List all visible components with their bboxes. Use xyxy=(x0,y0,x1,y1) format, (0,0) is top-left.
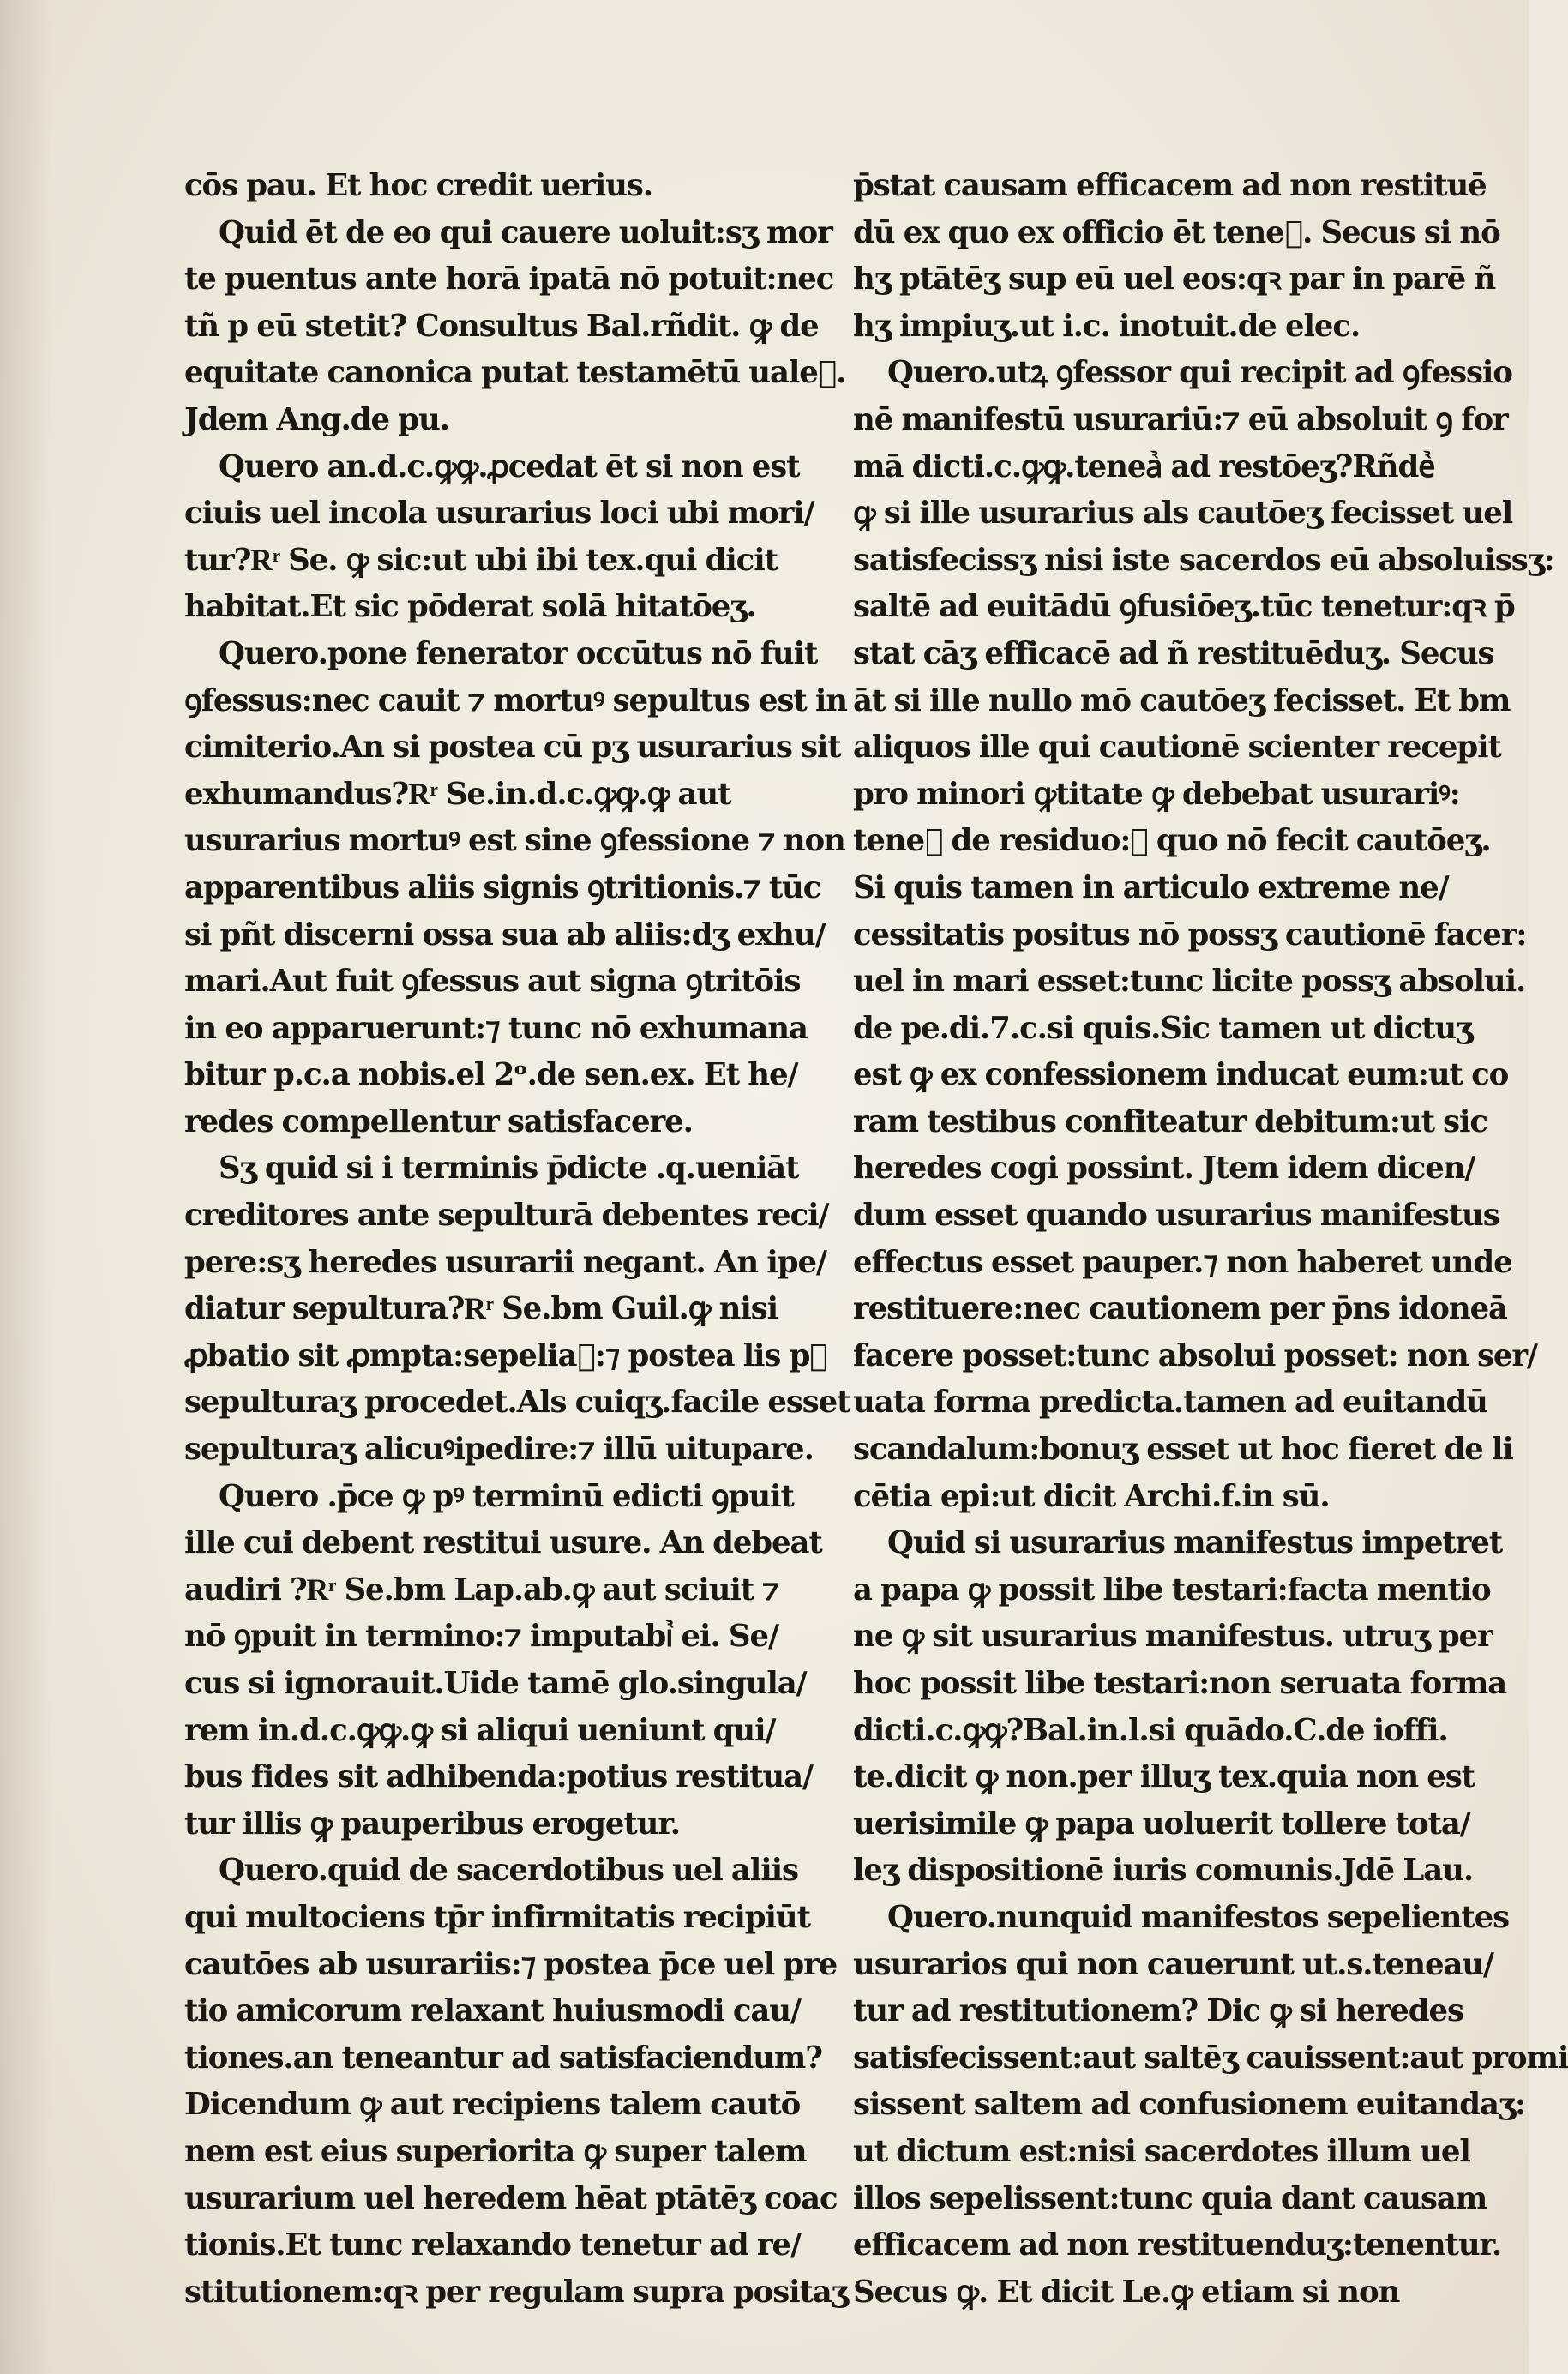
text-line: effectus esset pauper.⁊ non haberet unde xyxy=(853,1244,1512,1280)
text-line: Si quis tamen in articulo extreme ne/ xyxy=(853,869,1449,905)
text-line: usurarius mortuꝰ est sine ꝯfessione ⁊ non xyxy=(184,823,845,859)
text-line: de pe.di.7.c.si quis.Sic tamen ut dictuʒ xyxy=(853,1010,1473,1046)
text-line: cautōes ab usurariis:⁊ postea p̄ce uel pre xyxy=(184,1946,838,1982)
text-line: āt si ille nullo mō cautōeʒ fecisset. Et bm xyxy=(853,682,1511,718)
text-line: facere posset:tunc absolui posset: non ser/ xyxy=(853,1337,1537,1373)
text-line: tionis.Et tunc relaxando tenetur ad re/ xyxy=(184,2227,801,2263)
text-line: tur?Rͬ Se. ꝙ sic:ut ubi ibi tex.qui dicit xyxy=(184,542,778,578)
text-line: Quero.utꝝ ꝯfessor qui recipit ad ꝯfessio xyxy=(887,355,1512,391)
text-line: nē manifestū usurariū:⁊ eū absoluit ꝯ for xyxy=(853,401,1508,437)
text-line: Quero .p̄ce ꝙ pꝰ terminū edicti ꝯpuit xyxy=(219,1478,794,1514)
text-line: saltē ad euitādū ꝯfusiōeʒ.tūc tenetur:qꝛ p̄ xyxy=(853,589,1515,625)
text-line: cessitatis positus nō possʒ cautionē facer: xyxy=(853,917,1527,953)
text-line: ciuis uel incola usurarius loci ubi mori/ xyxy=(184,496,814,532)
text-line: Dicendum ꝙ aut recipiens talem cautō xyxy=(184,2087,801,2123)
text-line: tiones.an teneantur ad satisfaciendum? xyxy=(184,2040,822,2076)
text-line: usurarium uel heredem hēat ptātēʒ coac xyxy=(184,2180,838,2216)
text-line: ille cui debent restitui usure. An debeat xyxy=(184,1525,822,1561)
text-line: sepulturaʒ alicuꝰipedire:⁊ illū uitupare. xyxy=(184,1432,814,1468)
text-line: stitutionem:qꝛ per regulam supra positaʒ xyxy=(184,2274,848,2310)
text-line: aliquos ille qui cautionē scienter recepit xyxy=(853,730,1501,766)
text-line: habitat.Et sic pōderat solā hitatōeʒ. xyxy=(184,589,756,625)
text-line: illos sepelissent:tunc quia dant causam xyxy=(853,2180,1487,2216)
text-line: usurarios qui non cauerunt ut.s.teneau/ xyxy=(853,1946,1493,1982)
text-line: diatur sepultura?Rͬ Se.bm Guil.ꝙ nisi xyxy=(184,1291,778,1327)
text-line: rem in.d.c.ꝙꝙ.ꝙ si aliqui ueniunt qui/ xyxy=(184,1712,776,1748)
text-line: Sʒ quid si i terminis p̄dicte .q.ueniāt xyxy=(219,1151,799,1187)
text-line: ꝯfessus:nec cauit ⁊ mortuꝰ sepultus est in xyxy=(184,682,848,718)
text-line: equitate canonica putat testamētū ualeᷣ. xyxy=(184,355,846,391)
text-line: exhumandus?Rͬ Se.in.d.c.ꝙꝙ.ꝙ aut xyxy=(184,776,731,812)
text-line: uata forma predicta.tamen ad euitandū xyxy=(853,1385,1487,1421)
text-line: pro minori ꝙtitate ꝙ debebat usurariꝰ: xyxy=(853,776,1460,812)
text-line: cus si ignorauit.Uide tamē glo.singula/ xyxy=(184,1666,807,1701)
text-line: stat cāʒ efficacē ad ñ restituēduʒ. Secus xyxy=(853,635,1494,671)
text-line: a papa ꝙ possit libe testari:facta mentio xyxy=(853,1572,1491,1608)
text-line: cōs pau. Et hoc credit uerius. xyxy=(184,168,652,203)
text-line: Secus ꝙ. Et dicit Le.ꝙ etiam si non xyxy=(853,2274,1400,2310)
text-line: Quero.pone fenerator occūtus nō fuit xyxy=(219,635,818,671)
text-line: mā dicti.c.ꝙꝙ.teneaᷣ ad restōeʒ?Rñdeᷣ xyxy=(853,448,1435,484)
text-line: sepulturaʒ procedet.Als cuiqʒ.facile esset xyxy=(184,1385,850,1421)
text-line: audiri ?Rͬ Se.bm Lap.ab.ꝙ aut sciuit ⁊ xyxy=(184,1572,779,1608)
text-line: ꝙ si ille usurarius als cautōeʒ fecisset uel xyxy=(853,496,1513,532)
text-line: te.dicit ꝙ non.per illuʒ tex.quia non est xyxy=(853,1759,1475,1795)
text-line: cimiterio.An si postea cū pʒ usurarius sit xyxy=(184,730,841,766)
text-line: creditores ante sepulturā debentes reci/ xyxy=(184,1198,829,1234)
text-line: p̄stat causam efficacem ad non restituē xyxy=(853,168,1487,203)
text-line: pere:sʒ heredes usurarii negant. An ipe/ xyxy=(184,1244,826,1280)
text-line: qui multociens tp̄r infirmitatis recipiūt xyxy=(184,1899,810,1935)
text-line: heredes cogi possint. Jtem idem dicen/ xyxy=(853,1151,1475,1187)
text-line: tñ p eū stetit? Consultus Bal.rñdit. ꝙ de xyxy=(184,308,819,344)
left-text-column xyxy=(184,163,850,2316)
text-line: bitur p.c.a nobis.el 2ᵒ.de sen.ex. Et he/ xyxy=(184,1057,798,1093)
text-line: te puentus ante horā ipatā nō potuit:nec xyxy=(184,261,834,298)
text-line: Quero.quid de sacerdotibus uel aliis xyxy=(219,1853,798,1889)
text-line: nō ꝯpuit in termino:⁊ imputabiᷣ ei. Se/ xyxy=(184,1619,778,1655)
text-line: dicti.c.ꝙꝙ?Bal.in.l.si quādo.C.de ioffi. xyxy=(853,1712,1448,1748)
text-line: efficacem ad non restituenduʒ:tenentur. xyxy=(853,2227,1502,2263)
text-line: satisfecissʒ nisi iste sacerdos eū absoluissʒ: xyxy=(853,542,1554,578)
text-line: tur illis ꝙ pauperibus erogetur. xyxy=(184,1806,680,1842)
text-line: dū ex quo ex officio ēt teneᷣ. Secus si nō xyxy=(853,214,1500,250)
text-line: ram testibus confiteatur debitum:ut sic xyxy=(853,1103,1487,1139)
text-line: Quero an.d.c.ꝙꝙ.ꝓcedat ēt si non est xyxy=(219,448,800,484)
text-line: Quero.nunquid manifestos sepelientes xyxy=(887,1899,1510,1935)
text-line: redes compellentur satisfacere. xyxy=(184,1103,693,1139)
text-line: uel in mari esset:tunc licite possʒ absolui. xyxy=(853,964,1526,1000)
right-text-column xyxy=(853,163,1568,2316)
text-line: uerisimile ꝙ papa uoluerit tollere tota/ xyxy=(853,1806,1470,1842)
text-line: hʒ ptātēʒ sup eū uel eos:qꝛ par in parē ñ xyxy=(853,261,1496,298)
text-line: ꝓbatio sit ꝓmpta:sepeliaᷣ:⁊ postea lis pꝰ xyxy=(184,1337,827,1373)
text-line: Quid ēt de eo qui cauere uoluit:sʒ mor xyxy=(219,214,832,250)
text-line: Quid si usurarius manifestus impetret xyxy=(887,1525,1502,1561)
text-line: nem est eius superiorita ꝙ super talem xyxy=(184,2133,807,2169)
text-line: mari.Aut fuit ꝯfessus aut signa ꝯtritōis xyxy=(184,964,801,1000)
text-line: cētia epi:ut dicit Archi.f.in sū. xyxy=(853,1478,1330,1514)
text-line: restituere:nec cautionem per p̄ns idoneā xyxy=(853,1291,1507,1327)
text-line: hoc possit libe testari:non seruata forma xyxy=(853,1666,1507,1701)
text-line: bus fides sit adhibenda:potius restitua/ xyxy=(184,1759,813,1795)
text-line: ut dictum est:nisi sacerdotes illum uel xyxy=(853,2133,1470,2169)
text-line: apparentibus aliis signis ꝯtritionis.⁊ tūc xyxy=(184,869,821,905)
binding-shadow xyxy=(0,0,51,2374)
text-line: ne ꝙ sit usurarius manifestus. utruʒ per xyxy=(853,1619,1493,1655)
text-line: teneᷣ de residuo:ꝺ quo nō fecit cautōeʒ. xyxy=(853,823,1491,859)
text-line: sissent saltem ad confusionem euitandaʒ: xyxy=(853,2087,1525,2123)
text-line: tio amicorum relaxant huiusmodi cau/ xyxy=(184,1993,801,2029)
text-line: satisfecissent:aut saltēʒ cauissent:aut promi xyxy=(853,2040,1568,2076)
text-line: tur ad restitutionem? Dic ꝙ si heredes xyxy=(853,1993,1463,2029)
text-line: in eo apparuerunt:⁊ tunc nō exhumana xyxy=(184,1010,808,1046)
text-line: est ꝙ ex confessionem inducat eum:ut co xyxy=(853,1057,1509,1093)
text-line: Jdem Ang.de pu. xyxy=(184,401,449,437)
text-line: si pñt discerni ossa sua ab aliis:dʒ exhu/ xyxy=(184,917,826,953)
text-line: leʒ dispositionē iuris comunis.Jdē Lau. xyxy=(853,1853,1474,1889)
text-line: dum esset quando usurarius manifestus xyxy=(853,1198,1499,1234)
text-line: hʒ impiuʒ.ut i.c. inotuit.de elec. xyxy=(853,308,1361,344)
text-line: scandalum:bonuʒ esset ut hoc fieret de li xyxy=(853,1432,1513,1468)
